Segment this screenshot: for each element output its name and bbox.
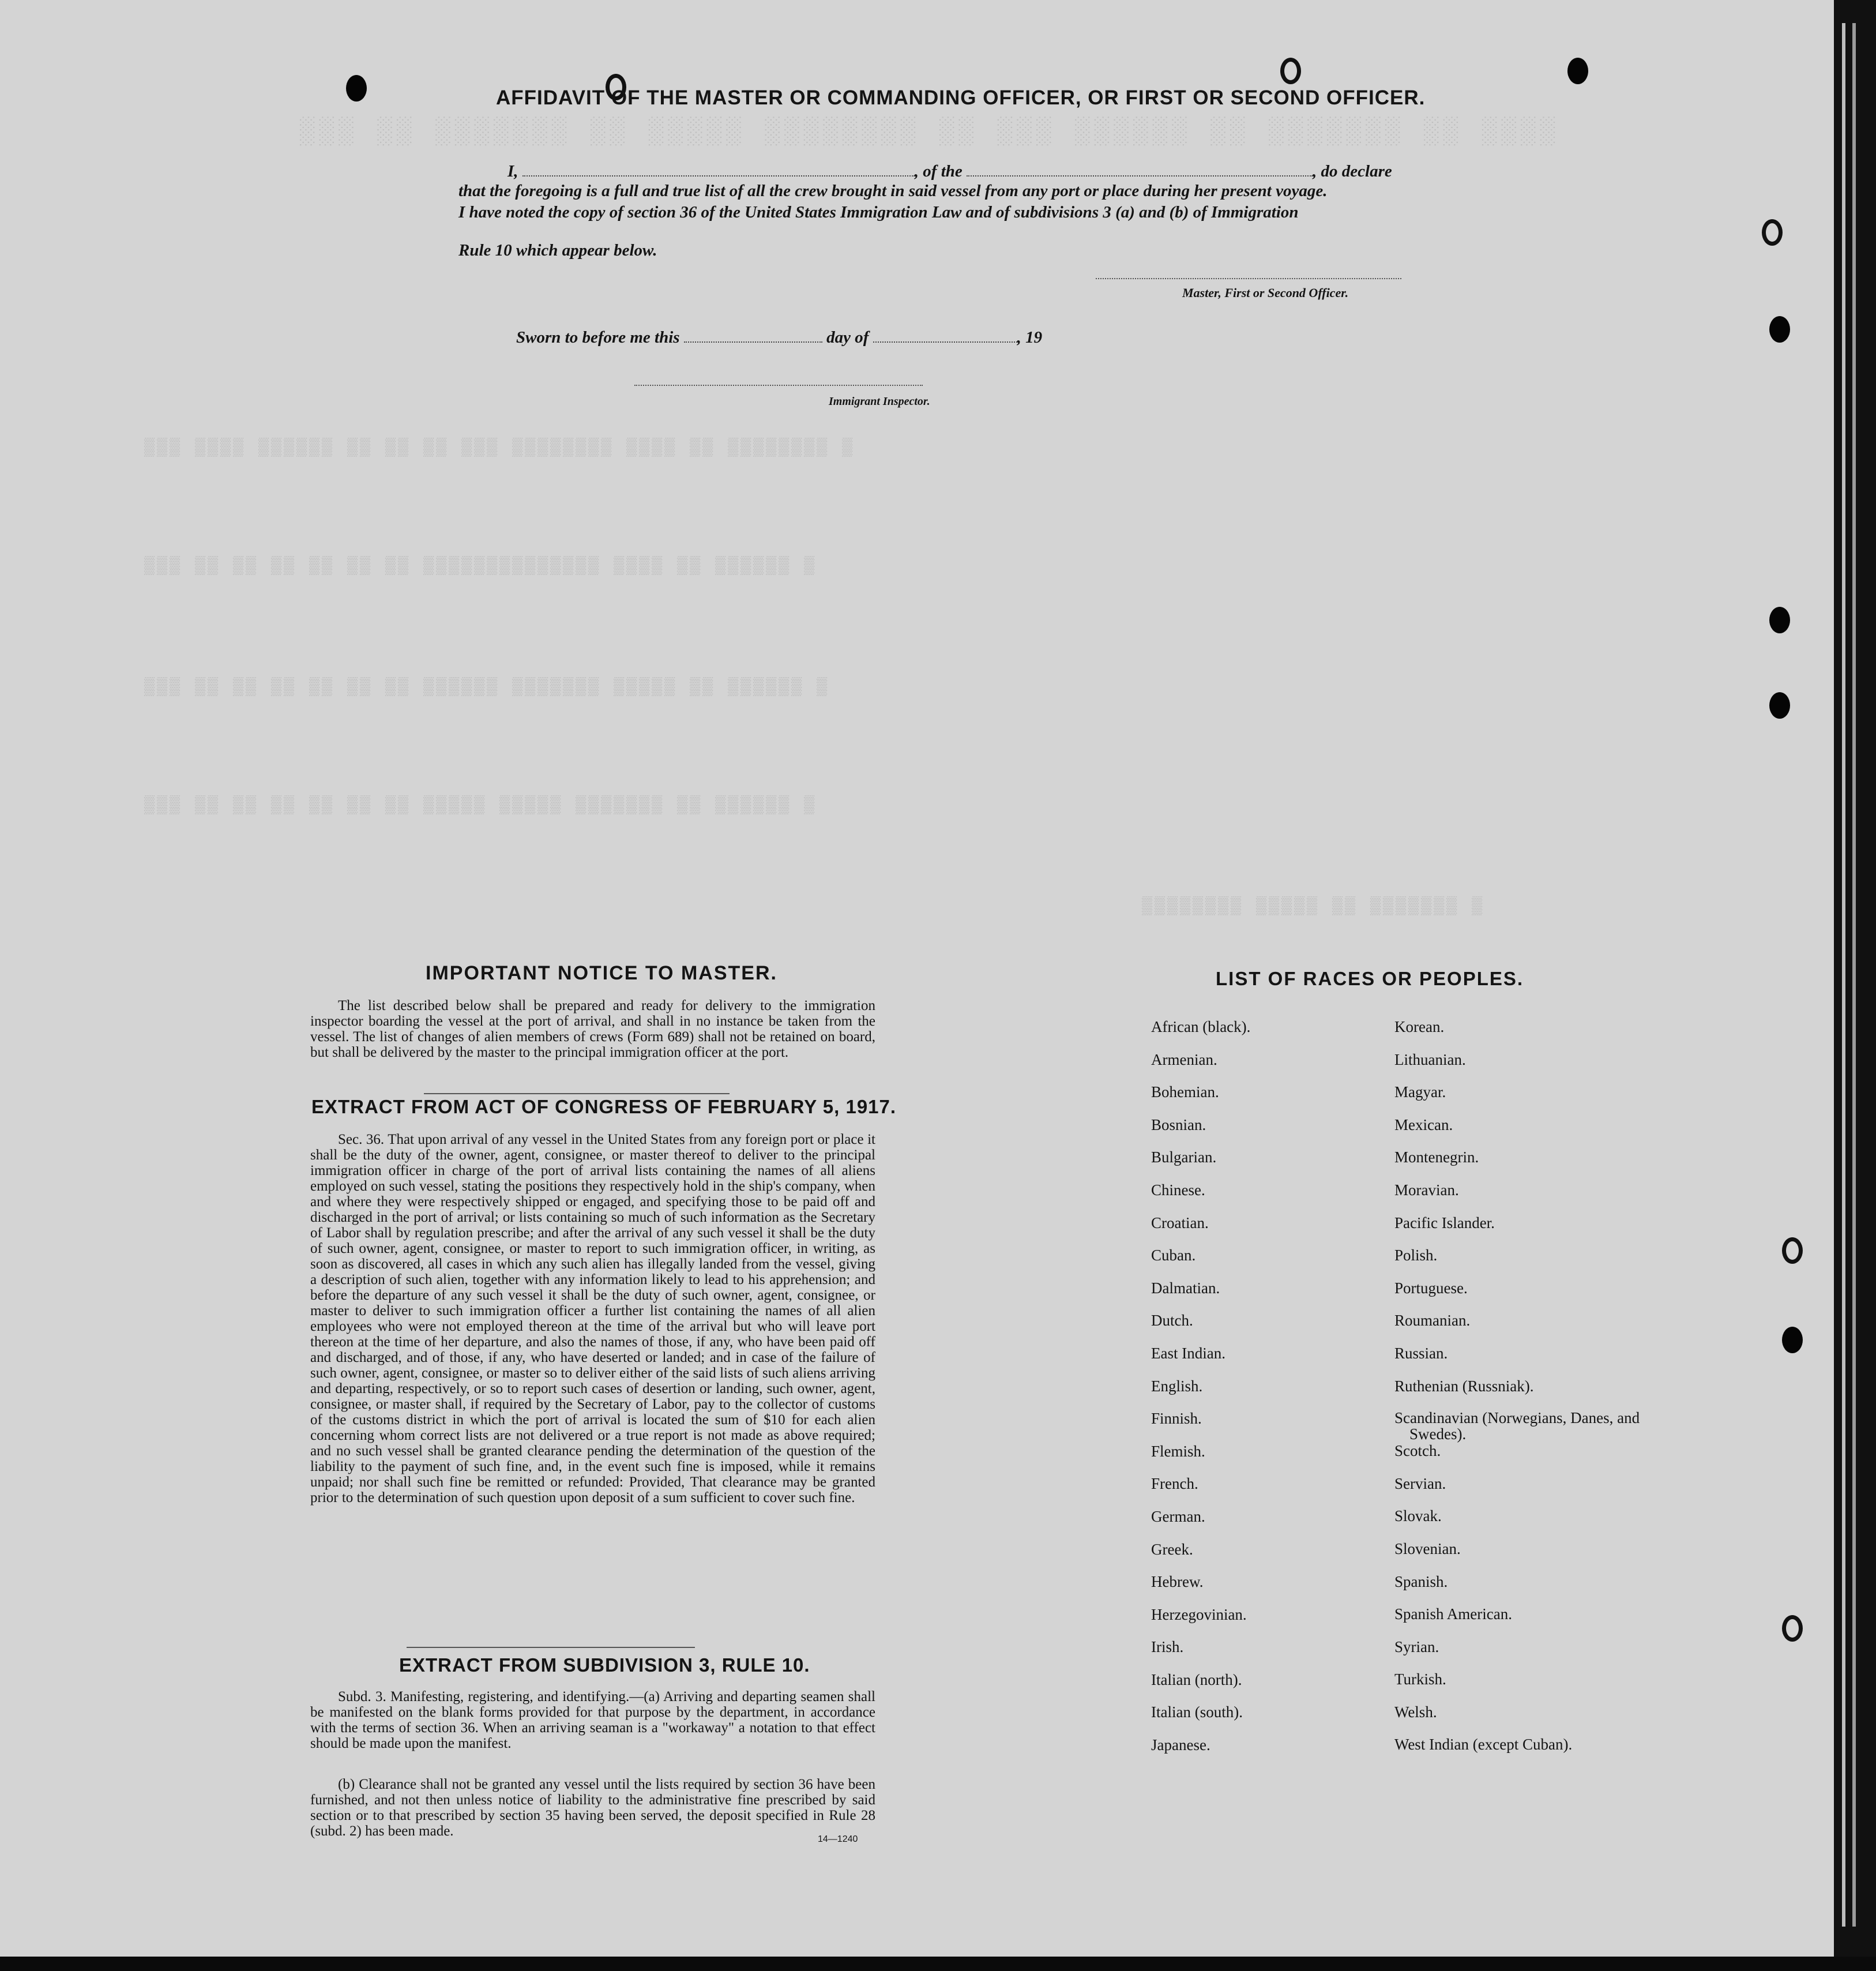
race-item: West Indian (except Cuban). xyxy=(1394,1736,1573,1754)
race-item: Greek. xyxy=(1151,1540,1193,1558)
race-item: Lithuanian. xyxy=(1394,1050,1466,1068)
punch-hole xyxy=(1769,607,1790,633)
master-signature-line[interactable] xyxy=(1096,277,1401,279)
affidavit-line-3: I have noted the copy of section 36 of the United States Immigration Law and of subdivisions 3 (a) and (b) of Immigration xyxy=(458,203,1299,221)
sworn-line xyxy=(516,328,1042,347)
races-left-column xyxy=(1151,1018,1250,1769)
race-item: Roumanian. xyxy=(1394,1312,1471,1330)
race-item: Finnish. xyxy=(1151,1410,1202,1428)
race-item: Moravian. xyxy=(1394,1181,1459,1199)
day-of-label: day of xyxy=(826,328,869,347)
inspector-signature-label: Immigrant Inspector. xyxy=(829,395,930,408)
affidavit-line-4: Rule 10 which appear below. xyxy=(458,241,657,260)
race-item: Slovenian. xyxy=(1394,1540,1461,1557)
race-item: East Indian. xyxy=(1151,1344,1225,1362)
race-item: Russian. xyxy=(1394,1344,1448,1362)
page-edge-line xyxy=(1842,23,1845,1927)
divider xyxy=(407,1647,695,1648)
sworn-month-blank[interactable] xyxy=(873,328,1017,343)
punch-hole xyxy=(1567,58,1588,84)
punch-hole xyxy=(1782,1237,1803,1264)
race-item: Ruthenian (Russniak). xyxy=(1394,1377,1534,1395)
race-item: Scotch. xyxy=(1394,1442,1441,1460)
scan-bottom-edge xyxy=(0,1957,1876,1971)
year-label: , 19 xyxy=(1017,328,1043,347)
rule-extract-paragraph-a: Subd. 3. Manifesting, registering, and identifying.—(a) Arriving and departing seamen shall be manifested on the blank forms provided for that purpose by the department, in accordance with the terms of section 36. When an arriving seaman is a "workaway" a notation to that effect should be made upon the manifest. xyxy=(310,1689,875,1751)
sworn-label: Sworn to before me this xyxy=(516,328,680,347)
notice-title: IMPORTANT NOTICE TO MASTER. xyxy=(426,962,777,984)
race-item: Welsh. xyxy=(1394,1703,1437,1721)
race-item: Armenian. xyxy=(1151,1050,1217,1068)
race-item: Herzegovinian. xyxy=(1151,1605,1247,1623)
inspector-signature-line[interactable] xyxy=(634,384,923,386)
race-item: Croatian. xyxy=(1151,1214,1209,1232)
punch-hole xyxy=(1782,1615,1803,1642)
master-signature-label: Master, First or Second Officer. xyxy=(1182,286,1349,300)
race-item: Magyar. xyxy=(1394,1083,1446,1101)
bleed-through-row: ▒▒▒ ▒▒ ▒▒ ▒▒ ▒▒ ▒▒ ▒▒ ▒▒▒▒▒ ▒▒▒▒▒ ▒▒▒▒▒▒▒ ▒▒ ▒▒▒▒▒▒ ▒ xyxy=(144,796,817,816)
race-item: African (black). xyxy=(1151,1018,1251,1035)
race-item: Spanish American. xyxy=(1394,1605,1512,1623)
affidavit-line-2: that the foregoing is a full and true list of all the crew brought in said vessel from any port or place during her present voyage. xyxy=(458,182,1328,200)
race-item: Polish. xyxy=(1394,1247,1438,1264)
race-item: Scandinavian (Norwegians, Danes, and Swedes). xyxy=(1394,1409,1640,1443)
race-item: Spanish. xyxy=(1394,1572,1448,1590)
race-item: Portuguese. xyxy=(1394,1279,1468,1297)
act-extract-title: EXTRACT FROM ACT OF CONGRESS OF FEBRUARY 5, 1917. xyxy=(311,1096,897,1117)
form-number: 14—1240 xyxy=(818,1834,858,1844)
punch-hole xyxy=(1769,692,1790,719)
race-item: Servian. xyxy=(1394,1474,1446,1492)
race-item: English. xyxy=(1151,1377,1203,1395)
race-item: Slovak. xyxy=(1394,1507,1442,1525)
races-title: LIST OF RACES OR PEOPLES. xyxy=(1216,968,1524,989)
page-edge-line xyxy=(1852,23,1856,1927)
race-item: Chinese. xyxy=(1151,1181,1205,1199)
punch-hole xyxy=(1280,58,1301,84)
race-item: Irish. xyxy=(1151,1638,1184,1656)
race-item: Italian (north). xyxy=(1151,1670,1242,1688)
punch-hole xyxy=(1769,316,1790,343)
bleed-through-row: ▒▒▒ ▒▒ ▒▒ ▒▒ ▒▒ ▒▒ ▒▒ ▒▒▒▒▒▒▒▒▒▒▒▒▒▒ ▒▒▒▒ ▒▒ ▒▒▒▒▒▒ ▒ xyxy=(144,557,817,576)
scan-edge xyxy=(1834,0,1876,1971)
punch-hole xyxy=(346,75,367,102)
vessel-blank[interactable] xyxy=(967,162,1313,177)
divider xyxy=(424,1093,730,1094)
bleed-through-row: ▒▒▒ ▒▒ ▒▒ ▒▒ ▒▒ ▒▒ ▒▒ ▒▒▒▒▒▒ ▒▒▒▒▒▒▒ ▒▒▒▒▒ ▒▒ ▒▒▒▒▒▒ ▒ xyxy=(144,678,830,697)
affidavit-do-declare: , do declare xyxy=(1313,162,1392,181)
race-item: Hebrew. xyxy=(1151,1573,1204,1591)
race-item: Pacific Islander. xyxy=(1394,1214,1495,1232)
rule-extract-paragraph-b: (b) Clearance shall not be granted any vessel until the lists required by section 36 have been furnished, and not then unless notice of liability to the administrative fine prescribed by said section or to that prescribed by section 35 having been served, the deposit specified in Rule 28 (subd. 2) has been made. xyxy=(310,1777,875,1839)
notice-paragraph: The list described below shall be prepared and ready for delivery to the immigration inspector boarding the vessel at the port of arrival, and shall in no instance be taken from the vessel. The list of changes of alien members of crews (Form 689) shall not be retained on board, but shall be delivered by the master to the principal immigration officer at the port. xyxy=(310,998,875,1060)
race-item: Italian (south). xyxy=(1151,1703,1243,1721)
race-item: Japanese. xyxy=(1151,1736,1210,1754)
race-item: Turkish. xyxy=(1394,1670,1446,1688)
race-item: Dutch. xyxy=(1151,1312,1193,1330)
rule-extract-title: EXTRACT FROM SUBDIVISION 3, RULE 10. xyxy=(399,1654,810,1676)
race-item: Mexican. xyxy=(1394,1116,1453,1133)
race-item: French. xyxy=(1151,1475,1198,1493)
race-item: Flemish. xyxy=(1151,1442,1205,1460)
bleed-through-row: ▒▒▒ ▒▒▒▒ ▒▒▒▒▒▒ ▒▒ ▒▒ ▒▒ ▒▒▒ ▒▒▒▒▒▒▒▒ ▒▒▒▒ ▒▒ ▒▒▒▒▒▒▒▒ ▒ xyxy=(144,438,855,458)
name-blank[interactable] xyxy=(522,162,915,177)
punch-hole xyxy=(1762,219,1783,246)
race-item: Cuban. xyxy=(1151,1247,1196,1264)
affidavit-i: I, xyxy=(507,162,518,181)
race-item: Montenegrin. xyxy=(1394,1148,1479,1166)
affidavit-declaration-line xyxy=(507,162,1392,181)
punch-hole xyxy=(1782,1327,1803,1353)
affidavit-of-the: , of the xyxy=(914,162,963,181)
affidavit-title: AFFIDAVIT OF THE MASTER OR COMMANDING OFFICER, OR FIRST OR SECOND OFFICER. xyxy=(496,87,1426,109)
race-item: Dalmatian. xyxy=(1151,1279,1220,1297)
races-right-column xyxy=(1394,1018,1648,1769)
race-item: Korean. xyxy=(1394,1018,1445,1035)
race-item: Syrian. xyxy=(1394,1638,1439,1655)
race-item: Bosnian. xyxy=(1151,1116,1206,1133)
act-extract-paragraph: Sec. 36. That upon arrival of any vessel in the United States from any foreign port or place it shall be the duty of the owner, agent, consignee, or master thereof to deliver to the principal immigration officer in charge of the port of arrival lists containing the names of all aliens employed on such vessel, stating the positions they respectively hold in the ship's company, when and where they were respectively shipped or engaged, and specifying those to be paid off and discharged in the port of arrival; or lists containing so much of such information as the Secretary of Labor shall by regulation prescribe; and after the arrival of any such vessel it shall be the duty of such owner, agent, consignee, or master to report to such immigration officer, in writing, as soon as discovered, all cases in which any such alien has illegally landed from the vessel, giving a description of such alien, together with any information likely to lead to his apprehension; and before the departure of any such vessel it shall be the duty of such owner, agent, consignee, or master to deliver to such immigration officer a further list containing the names of all alien employees who were not employed thereon at the time of the arrival but who will leave port thereon at the time of her departure, and also the names of those, if any, who have been paid off and discharged, and of those, if any, who have deserted or landed; and in case of the failure of such owner, agent, consignee, or master so to deliver either of the said lists of such aliens arriving and departing, respectively, or so to report such cases of desertion or landing, such owner, agent, consignee, or master shall, if required by the Secretary of Labor, pay to the collector of customs of the customs district in which the port of arrival is located the sum of $10 for each alien concerning whom correct lists are not delivered or a true report is not made as above required; and no such vessel shall be granted clearance pending the determination of the question of the liability to the payment of such fine, and, in the event such fine is imposed, while it remains unpaid; nor shall such fine be remitted or refunded: Provided, That clearance may be granted prior to the determination of such question upon deposit of a sum sufficient to cover such fine. xyxy=(310,1132,875,1506)
sworn-day-blank[interactable] xyxy=(684,328,822,343)
race-item: Bohemian. xyxy=(1151,1083,1219,1101)
bleed-through-text: ░░░ ░░ ░░░░░░░ ░░ ░░░░░ ░░░░░░░░ ░░ ░░░ ░░░░░░ ░░ ░░░░░░░ ░░ ░░░░ xyxy=(300,115,1560,145)
race-item: German. xyxy=(1151,1507,1205,1525)
bleed-through-row: ▒▒▒▒▒▒▒▒ ▒▒▒▒▒ ▒▒ ▒▒▒▒▒▒▒ ▒ xyxy=(1142,897,1485,917)
race-item: Bulgarian. xyxy=(1151,1148,1217,1166)
